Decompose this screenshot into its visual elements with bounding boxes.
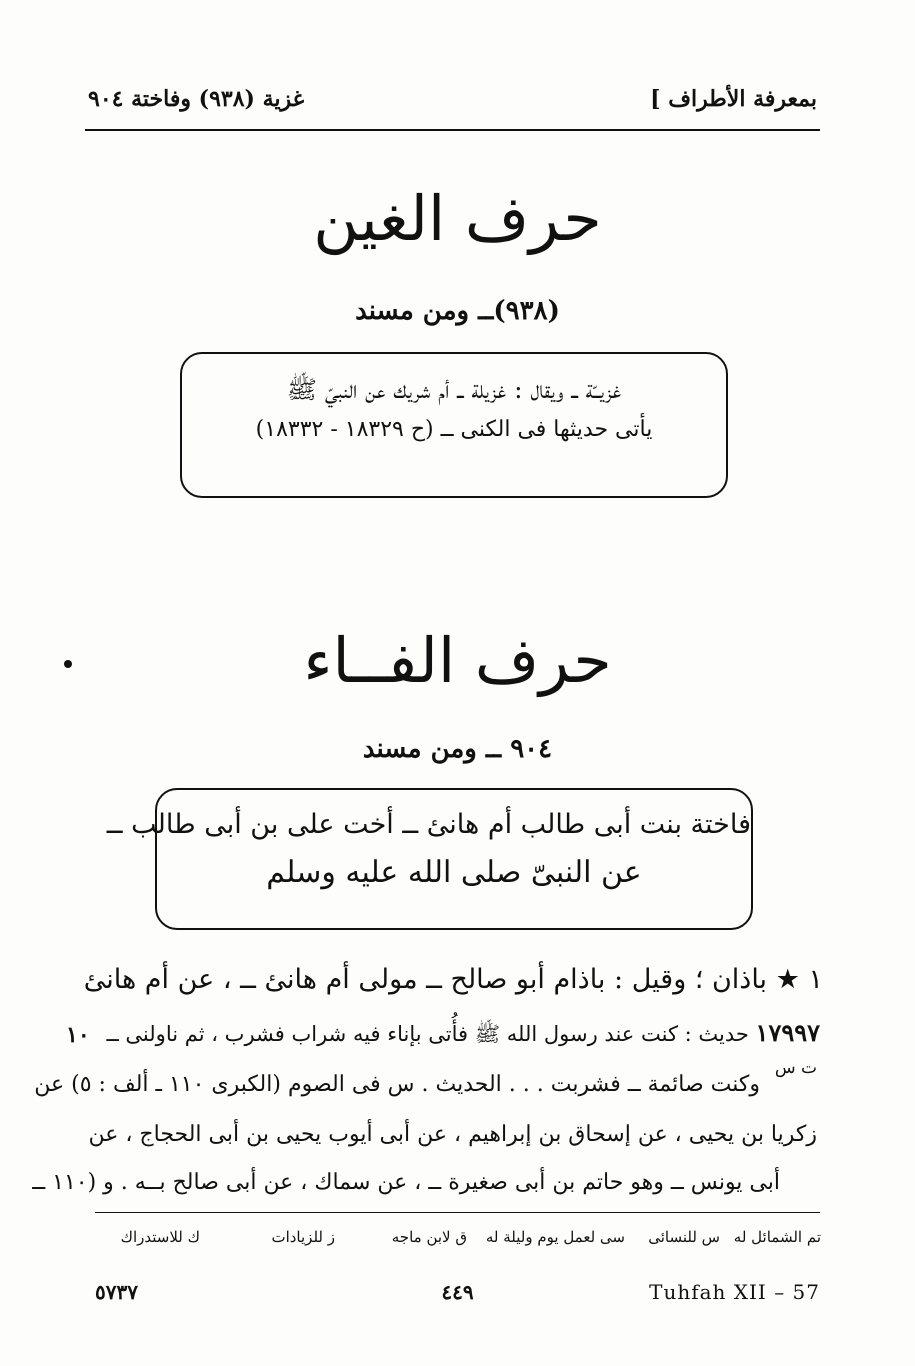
header-entry-range: غزية (٩٣٨) وفاختة ٩٠٤ [88,86,305,112]
margin-line-number: ١٠ [66,1022,90,1048]
hadith-line-1 [106,1018,820,1052]
hadith-number: ١٧٩٩٧ [755,1018,820,1047]
musnad-heading-904: ٩٠٤ ــ ومن مسند [362,734,553,764]
entry-heading [84,964,823,995]
footer-code: ٥٧٣٧ [95,1280,138,1304]
chapter-title-ghayn: حرف الغين [313,182,602,255]
box-line-name: غزيــّة ــ ويقال : غزيلة ــ أم شريك عن النبيّ ﷺ [286,375,622,404]
sigla-ziyadat: ز للزيادات [271,1228,335,1246]
narrator-box-ghazziyya [180,352,728,498]
box-line-sallallah: عن النبىّ صلى الله عليه وسلم [266,854,642,890]
footnote-rule [95,1212,820,1213]
header-chapter-ref: بمعرفة الأطراف ] [650,86,817,112]
narrator-box-fakhita [106,788,753,930]
footer-volume-ref: Tuhfah XII – 57 [649,1280,820,1304]
sigla-shamail: تم الشمائل له [733,1228,821,1246]
box-line-name: فاختة بنت أبى طالب أم هانئ ــ أخت على بن أبى طالب ــ [106,809,751,840]
hadith-line-2: وكنت صائمة ــ فشربت . . . الحديث . س فى الصوم (الكبرى ١١٠ ـ ألف : ٥) عن [34,1072,760,1097]
hadith-line-3: زكريا بن يحيى ، عن إسحاق بن إبراهيم ، عن أبى أيوب يحيى بن أبى الحجاج ، عن [88,1122,817,1147]
musnad-heading-938: (٩٣٨)ــ ومن مسند [355,296,560,326]
header-rule [85,129,820,131]
sigla-nasai: س للنسائى [648,1228,720,1246]
star-icon: ★ [775,964,800,995]
hadith-line-4: أبى يونس ــ وهو حاتم بن أبى صغيرة ــ ، عن سماك ، عن أبى صالح بــه . و (١١٠ ــ [32,1170,780,1195]
sigla-amal-yawm: سى لعمل يوم وليلة له [485,1228,625,1246]
sigla-istidrak: ك للاستدراك [120,1228,200,1246]
entry-number: ١ [808,964,823,995]
sigla-ibn-majah: ق لابن ماجه [391,1228,467,1246]
box-line-crossref: يأتى حديثها فى الكنى ــ (ح ١٨٣٢٩ - ١٨٣٣٢) [255,417,653,442]
chapter-title-fa: حرف الفــاء [303,624,612,697]
hadith-line-1-text: حديث : كنت عند رسول الله ﷺ فأُتى بإناء فيه شراب فشرب ، ثم ناولنى ــ [106,1022,749,1046]
entry-text: باذان ؛ وقيل : باذام أبو صالح ــ مولى أم هانئ ــ ، عن أم هانئ [83,964,768,995]
page-number: ٤٤٩ [441,1280,474,1304]
sigla-mark: ت س [774,1058,817,1078]
